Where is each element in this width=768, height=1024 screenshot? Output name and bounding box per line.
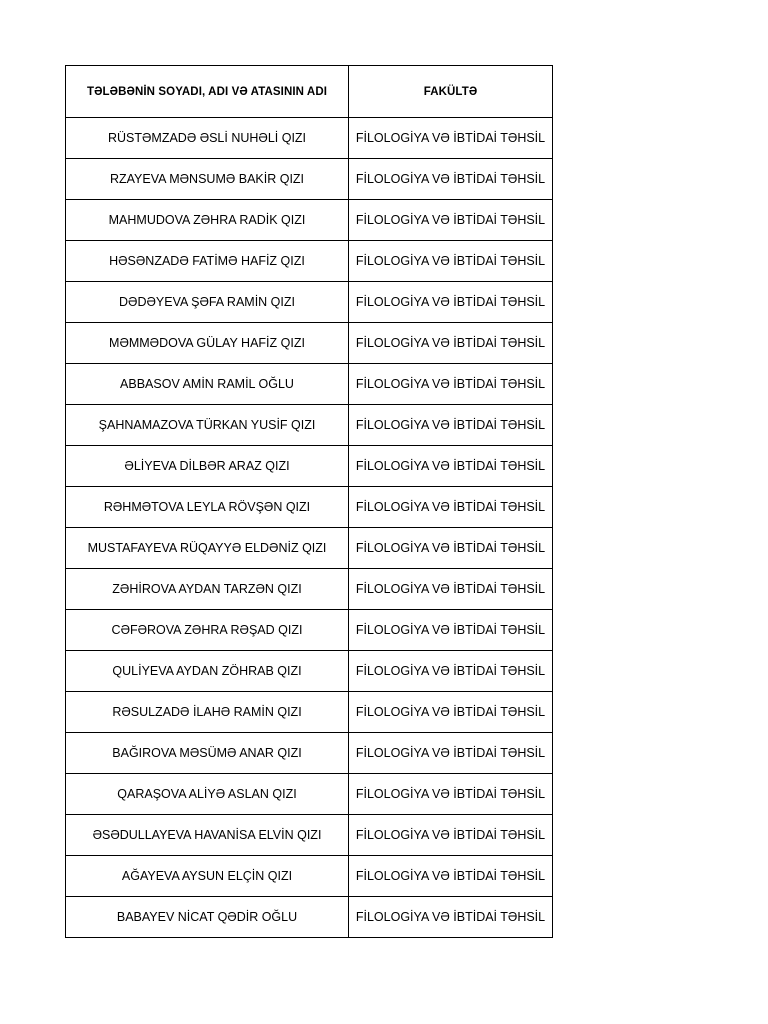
student-name-cell: RƏSULZADƏ İLAHƏ RAMİN QIZI bbox=[66, 692, 349, 733]
table-row bbox=[66, 405, 553, 446]
student-table bbox=[65, 65, 553, 938]
faculty-cell: FİLOLOGİYA VƏ İBTİDAİ TƏHSİL bbox=[349, 897, 553, 938]
table-row bbox=[66, 610, 553, 651]
faculty-cell: FİLOLOGİYA VƏ İBTİDAİ TƏHSİL bbox=[349, 241, 553, 282]
faculty-cell: FİLOLOGİYA VƏ İBTİDAİ TƏHSİL bbox=[349, 528, 553, 569]
student-name-cell: AĞAYEVA AYSUN ELÇİN QIZI bbox=[66, 856, 349, 897]
student-name-cell: QULİYEVA AYDAN ZÖHRAB QIZI bbox=[66, 651, 349, 692]
table-row bbox=[66, 651, 553, 692]
table-row bbox=[66, 159, 553, 200]
student-name-cell: ŞAHNAMAZOVA TÜRKAN YUSİF QIZI bbox=[66, 405, 349, 446]
column-header-faculty: FAKÜLTƏ bbox=[349, 66, 553, 118]
student-name-cell: BABAYEV NİCAT QƏDİR OĞLU bbox=[66, 897, 349, 938]
table-row bbox=[66, 487, 553, 528]
student-name-cell: CƏFƏROVA ZƏHRA RƏŞAD QIZI bbox=[66, 610, 349, 651]
table-row bbox=[66, 528, 553, 569]
column-header-name: TƏLƏBƏNİN SOYADI, ADI VƏ ATASININ ADI bbox=[66, 66, 349, 118]
table-row bbox=[66, 897, 553, 938]
faculty-cell: FİLOLOGİYA VƏ İBTİDAİ TƏHSİL bbox=[349, 487, 553, 528]
table-row bbox=[66, 815, 553, 856]
faculty-cell: FİLOLOGİYA VƏ İBTİDAİ TƏHSİL bbox=[349, 200, 553, 241]
student-name-cell: MUSTAFAYEVA RÜQAYYƏ ELDƏNİZ QIZI bbox=[66, 528, 349, 569]
table-row bbox=[66, 241, 553, 282]
table-row bbox=[66, 774, 553, 815]
table-row bbox=[66, 569, 553, 610]
table-body bbox=[66, 118, 553, 938]
faculty-cell: FİLOLOGİYA VƏ İBTİDAİ TƏHSİL bbox=[349, 323, 553, 364]
faculty-cell: FİLOLOGİYA VƏ İBTİDAİ TƏHSİL bbox=[349, 610, 553, 651]
faculty-cell: FİLOLOGİYA VƏ İBTİDAİ TƏHSİL bbox=[349, 815, 553, 856]
faculty-cell: FİLOLOGİYA VƏ İBTİDAİ TƏHSİL bbox=[349, 774, 553, 815]
student-name-cell: QARAŞOVA ALİYƏ ASLAN QIZI bbox=[66, 774, 349, 815]
student-name-cell: ZƏHİROVA AYDAN TARZƏN QIZI bbox=[66, 569, 349, 610]
faculty-cell: FİLOLOGİYA VƏ İBTİDAİ TƏHSİL bbox=[349, 446, 553, 487]
student-name-cell: MƏMMƏDOVA GÜLAY HAFİZ QIZI bbox=[66, 323, 349, 364]
student-name-cell: ABBASOV AMİN RAMİL OĞLU bbox=[66, 364, 349, 405]
table-row bbox=[66, 364, 553, 405]
student-name-cell: RÜSTƏMZADƏ ƏSLİ NUHƏLİ QIZI bbox=[66, 118, 349, 159]
table-row bbox=[66, 282, 553, 323]
header-row bbox=[66, 66, 553, 118]
table-row bbox=[66, 446, 553, 487]
student-name-cell: MAHMUDOVA ZƏHRA RADİK QIZI bbox=[66, 200, 349, 241]
table-header bbox=[66, 66, 553, 118]
student-name-cell: RƏHMƏTOVA LEYLA RÖVŞƏN QIZI bbox=[66, 487, 349, 528]
faculty-cell: FİLOLOGİYA VƏ İBTİDAİ TƏHSİL bbox=[349, 692, 553, 733]
student-name-cell: DƏDƏYEVA ŞƏFA RAMİN QIZI bbox=[66, 282, 349, 323]
table-row bbox=[66, 323, 553, 364]
table-row bbox=[66, 856, 553, 897]
faculty-cell: FİLOLOGİYA VƏ İBTİDAİ TƏHSİL bbox=[349, 405, 553, 446]
faculty-cell: FİLOLOGİYA VƏ İBTİDAİ TƏHSİL bbox=[349, 733, 553, 774]
faculty-cell: FİLOLOGİYA VƏ İBTİDAİ TƏHSİL bbox=[349, 118, 553, 159]
table-row bbox=[66, 733, 553, 774]
student-name-cell: ƏLİYEVA DİLBƏR ARAZ QIZI bbox=[66, 446, 349, 487]
table-row bbox=[66, 118, 553, 159]
student-name-cell: HƏSƏNZADƏ FATİMƏ HAFİZ QIZI bbox=[66, 241, 349, 282]
faculty-cell: FİLOLOGİYA VƏ İBTİDAİ TƏHSİL bbox=[349, 569, 553, 610]
faculty-cell: FİLOLOGİYA VƏ İBTİDAİ TƏHSİL bbox=[349, 364, 553, 405]
faculty-cell: FİLOLOGİYA VƏ İBTİDAİ TƏHSİL bbox=[349, 159, 553, 200]
table-row bbox=[66, 692, 553, 733]
faculty-cell: FİLOLOGİYA VƏ İBTİDAİ TƏHSİL bbox=[349, 856, 553, 897]
student-name-cell: BAĞIROVA MƏSÜMƏ ANAR QIZI bbox=[66, 733, 349, 774]
faculty-cell: FİLOLOGİYA VƏ İBTİDAİ TƏHSİL bbox=[349, 651, 553, 692]
student-name-cell: RZAYEVA MƏNSUMƏ BAKİR QIZI bbox=[66, 159, 349, 200]
faculty-cell: FİLOLOGİYA VƏ İBTİDAİ TƏHSİL bbox=[349, 282, 553, 323]
table-row bbox=[66, 200, 553, 241]
student-name-cell: ƏSƏDULLAYEVA HAVANİSA ELVİN QIZI bbox=[66, 815, 349, 856]
